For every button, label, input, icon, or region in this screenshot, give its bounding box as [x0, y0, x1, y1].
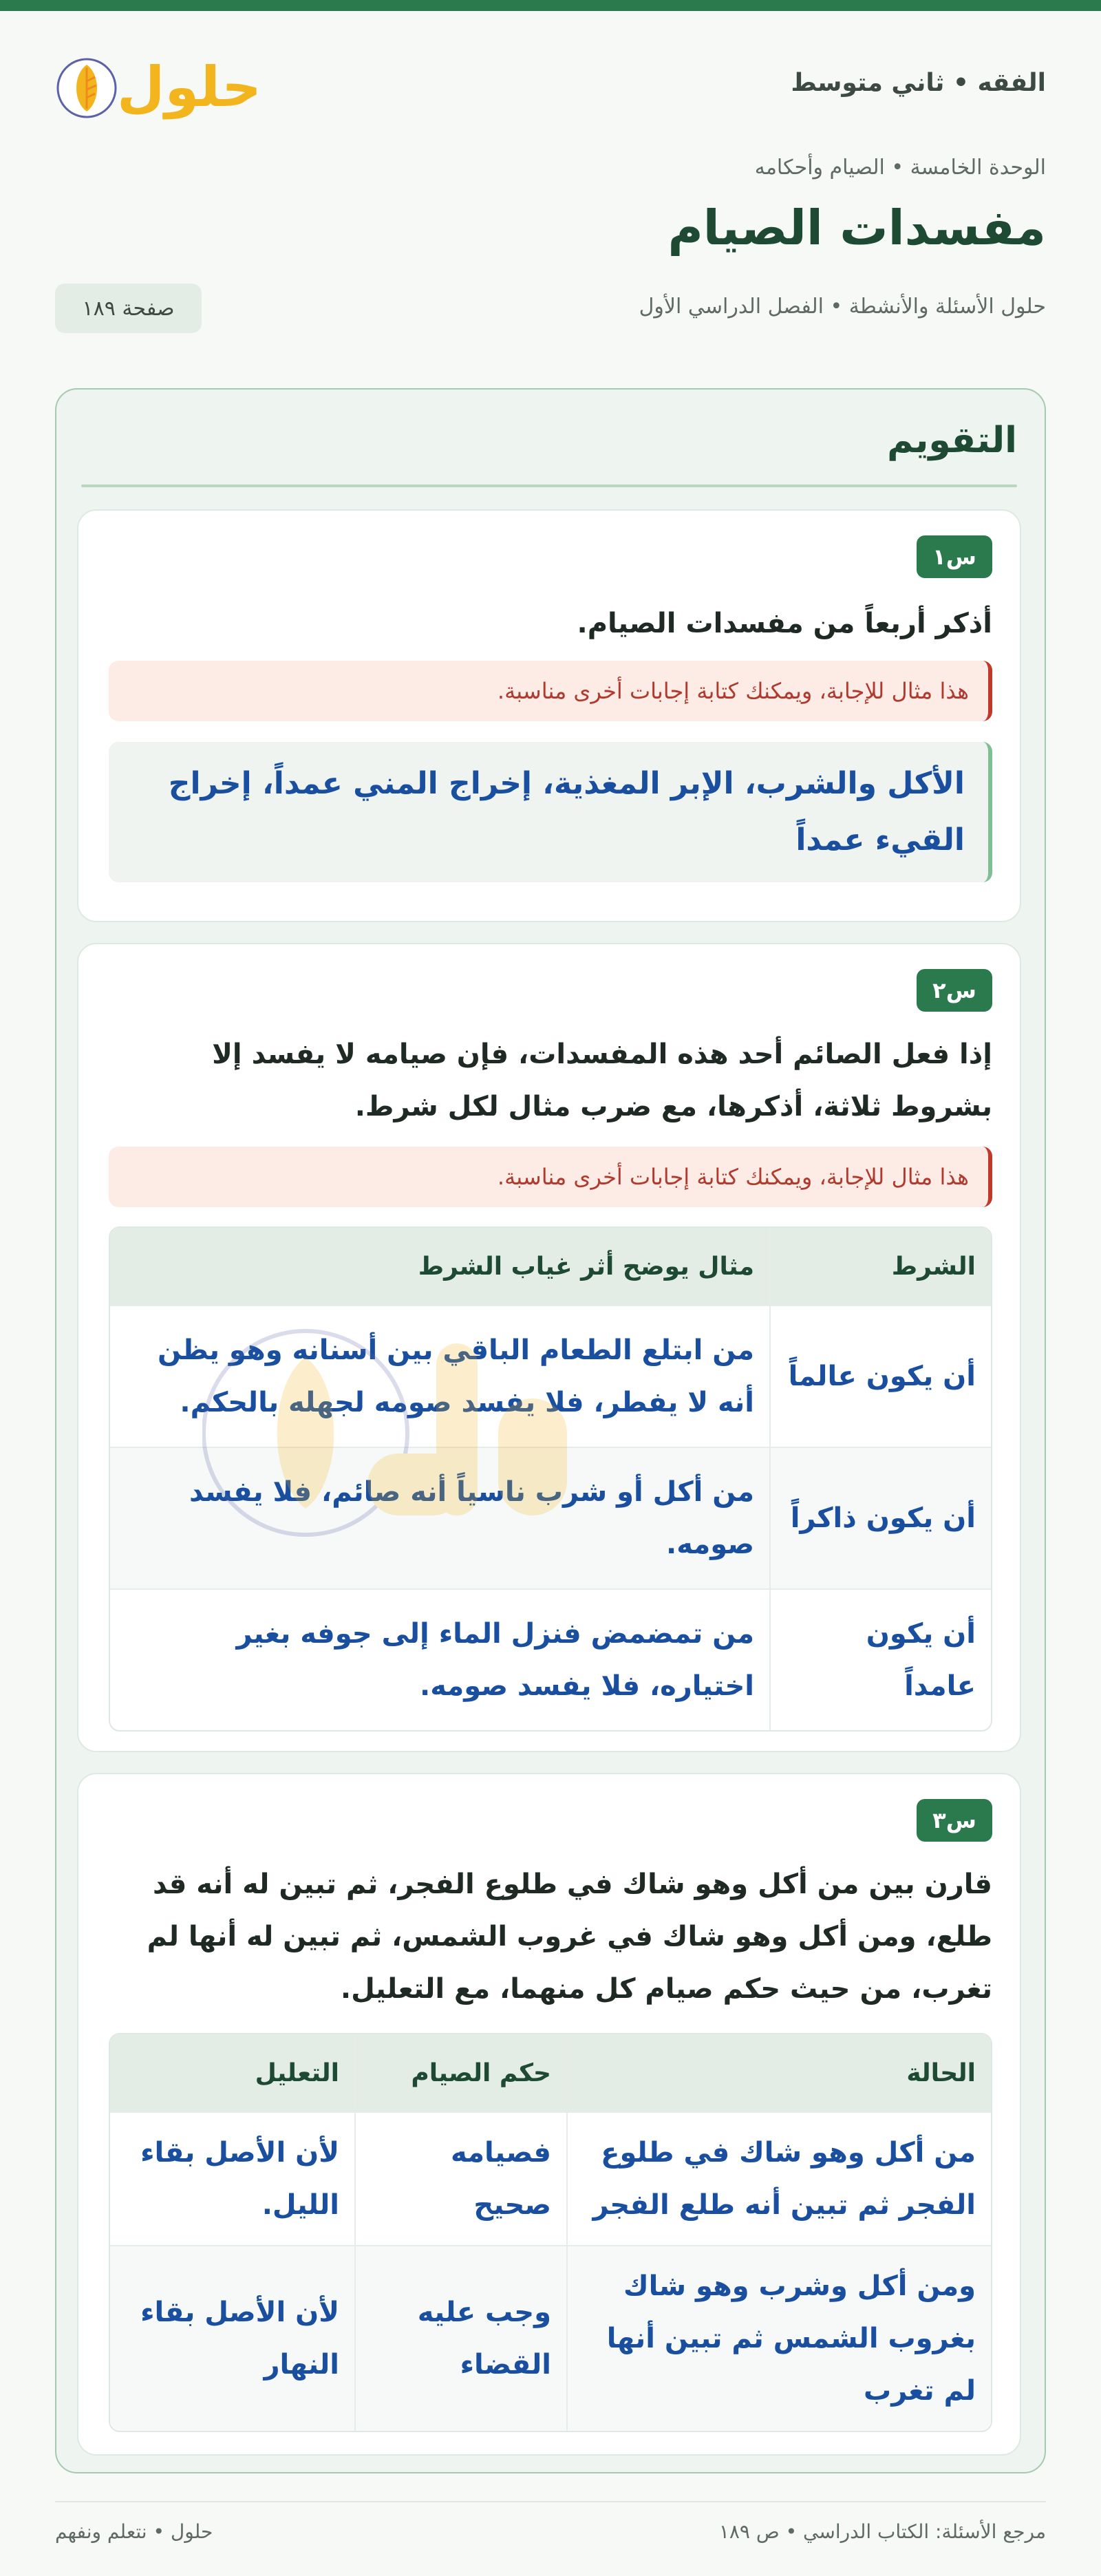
reason-cell: لأن الأصل بقاء النهار — [110, 2245, 356, 2431]
section-title: التقويم — [887, 420, 1017, 461]
table-row — [110, 2245, 991, 2431]
table-row — [110, 1588, 991, 1730]
question-text: أذكر أربعاً من مفسدات الصيام. — [577, 608, 992, 639]
question-card-2 — [77, 943, 1021, 1752]
subject-label: الفقه • ثاني متوسط — [791, 69, 1046, 97]
example-cell: من تمضمض فنزل الماء إلى جوفه بغير اختياره، فلا يفسد صومه. — [110, 1588, 771, 1730]
condition-cell: أن يكون عالماً — [771, 1305, 991, 1447]
case-cell: من أكل وهو شاك في طلوع الفجر ثم تبين أنه طلع الفجر — [568, 2111, 991, 2245]
column-header: الشرط — [771, 1228, 991, 1305]
table-row — [110, 1305, 991, 1447]
conditions-table — [109, 1226, 992, 1732]
footer-divider — [55, 2501, 1046, 2502]
comparison-table — [109, 2033, 992, 2432]
condition-cell: أن يكون عامداً — [771, 1588, 991, 1730]
page-header — [55, 41, 1046, 131]
question-number-badge: س١ — [917, 535, 992, 578]
answer-note: هذا مثال للإجابة، ويمكنك كتابة إجابات أخرى مناسبة. — [109, 661, 992, 721]
page-title: مفسدات الصيام — [667, 200, 1046, 256]
question-text: قارن بين من أكل وهو شاك في طلوع الفجر، ثم تبين له أنه قد طلع، ومن أكل وهو شاك في غروب الشمس، ثم تبين له أنها لم تغرب، من حيث حكم صيام كل منهما، مع التعليل. — [147, 1869, 992, 2005]
lesson-meta: حلول الأسئلة والأنشطة • الفصل الدراسي الأول — [639, 295, 1046, 319]
table-row — [110, 1447, 991, 1588]
column-header: حكم الصيام — [356, 2034, 568, 2111]
top-accent-bar — [0, 0, 1101, 11]
question-card-3 — [77, 1773, 1021, 2456]
ruling-cell: فصيامه صحيح — [356, 2111, 568, 2245]
assessment-panel — [55, 388, 1046, 2473]
condition-cell: أن يكون ذاكراً — [771, 1447, 991, 1588]
table-row — [110, 2111, 991, 2245]
site-logo[interactable] — [55, 47, 261, 123]
svg-text:حلول: حلول — [117, 55, 261, 119]
answer-note: هذا مثال للإجابة، ويمكنك كتابة إجابات أخرى مناسبة. — [109, 1147, 992, 1207]
question-card-1 — [77, 509, 1021, 922]
question-number-badge: س٣ — [917, 1799, 992, 1842]
breadcrumb: الوحدة الخامسة • الصيام وأحكامه — [754, 156, 1046, 180]
example-cell: من ابتلع الطعام الباقي بين أسنانه وهو يظن أنه لا يفطر، فلا يفسد صومه لجهله بالحكم. — [110, 1305, 771, 1447]
footer-brand: حلول • نتعلم ونفهم — [55, 2520, 213, 2543]
example-cell: من أكل أو شرب ناسياً أنه صائم، فلا يفسد صومه. — [110, 1447, 771, 1588]
table-header-row — [110, 1228, 991, 1305]
answer-text: الأكل والشرب، الإبر المغذية، إخراج المني عمداً، إخراج القيء عمداً — [109, 742, 992, 882]
table-header-row — [110, 2034, 991, 2111]
column-header: الحالة — [568, 2034, 991, 2111]
section-divider — [81, 485, 1017, 487]
question-number-badge: س٢ — [917, 969, 992, 1012]
case-cell: ومن أكل وشرب وهو شاك بغروب الشمس ثم تبين أنها لم تغرب — [568, 2245, 991, 2431]
footer-reference: مرجع الأسئلة: الكتاب الدراسي • ص ١٨٩ — [718, 2520, 1046, 2543]
ruling-cell: وجب عليه القضاء — [356, 2245, 568, 2431]
page-number-badge: صفحة ١٨٩ — [55, 284, 202, 333]
column-header: التعليل — [110, 2034, 356, 2111]
question-text: إذا فعل الصائم أحد هذه المفسدات، فإن صيامه لا يفسد إلا بشروط ثلاثة، أذكرها، مع ضرب مثال لكل شرط. — [212, 1039, 992, 1122]
column-header: مثال يوضح أثر غياب الشرط — [110, 1228, 771, 1305]
reason-cell: لأن الأصل بقاء الليل. — [110, 2111, 356, 2245]
